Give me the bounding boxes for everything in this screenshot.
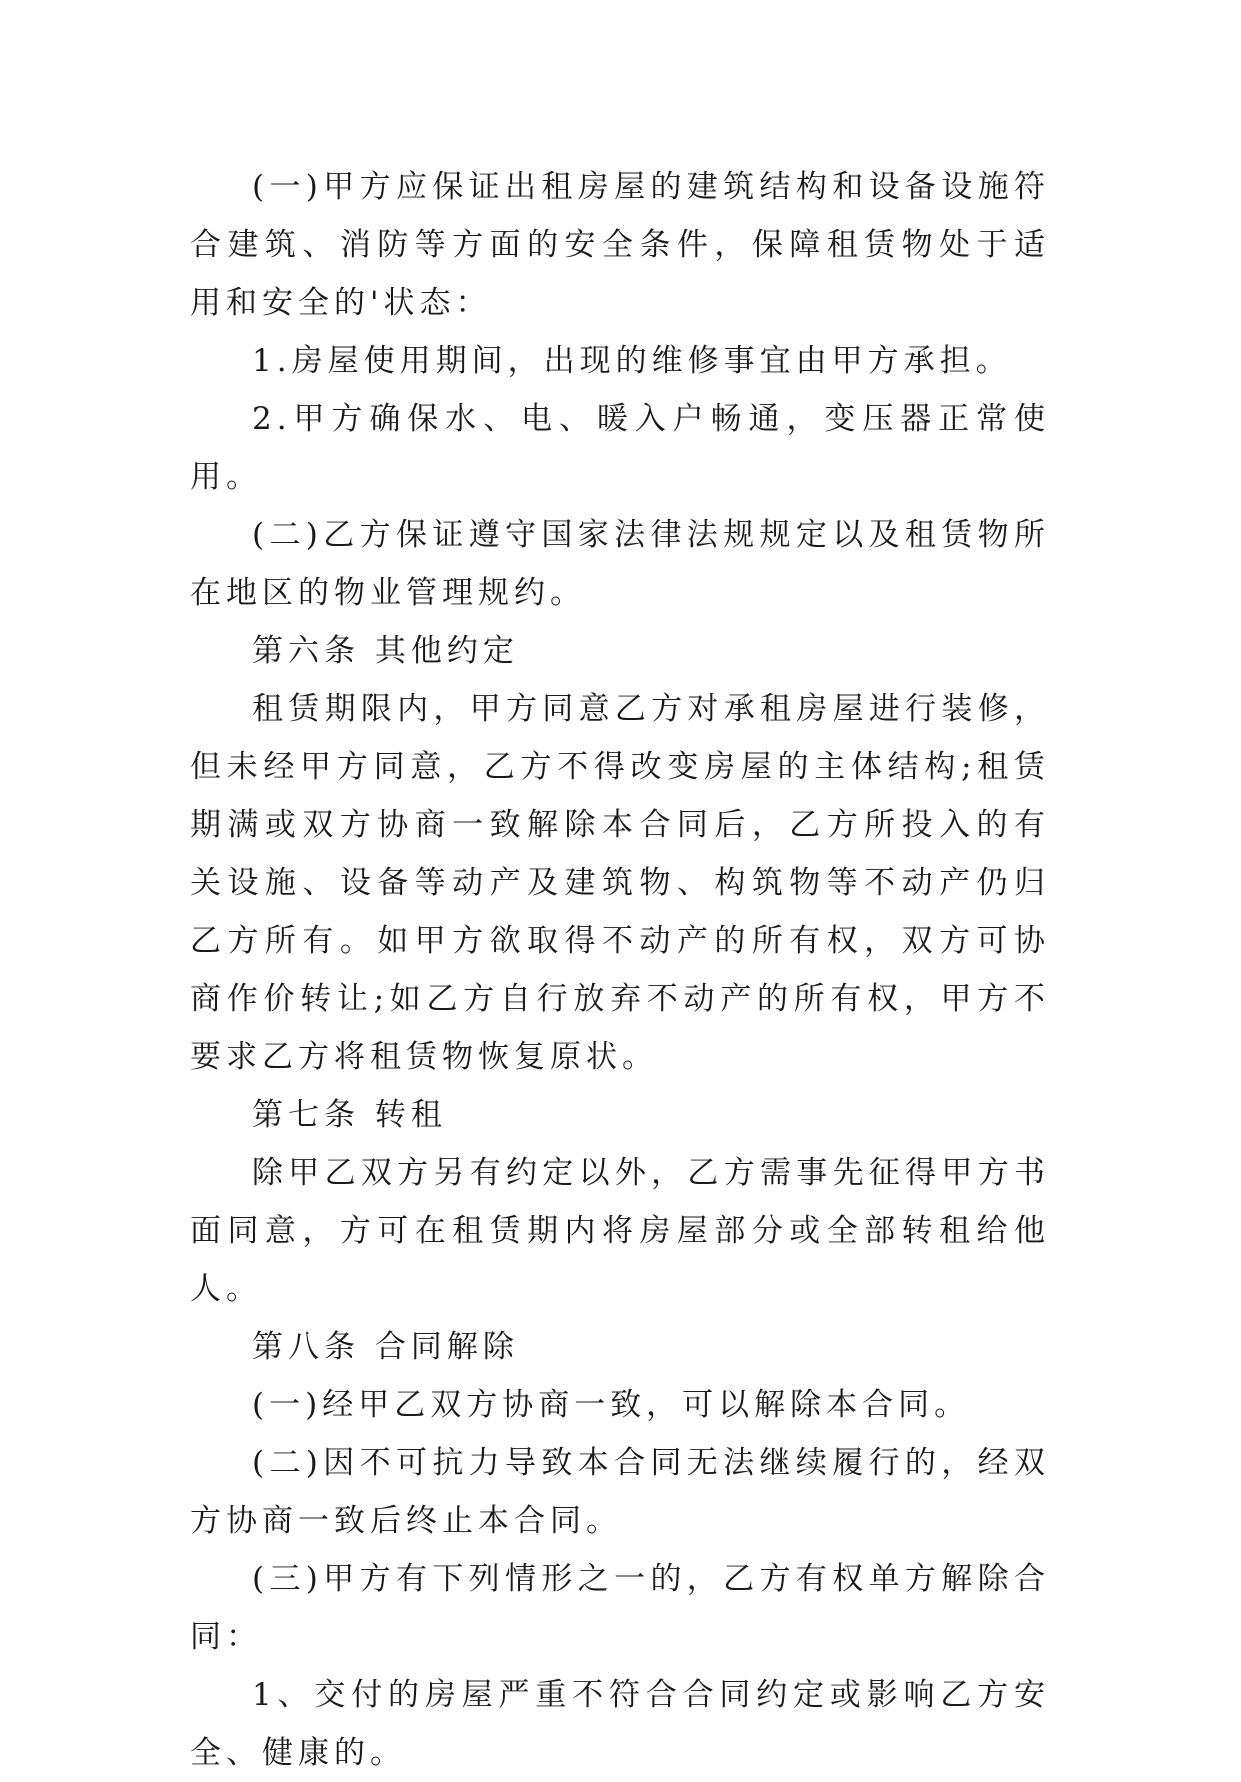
paragraph-landlord-safety-obligation: (一)甲方应保证出租房屋的建筑结构和设备设施符合建筑、消防等方面的安全条件，保障租赁物处于适用和安全的'状态：: [190, 169, 1050, 321]
paragraph-repair-responsibility: 1.房屋使用期间，出现的维修事宜由甲方承担。: [252, 343, 1012, 379]
heading-article-8: 第八条 合同解除: [252, 1329, 519, 1365]
paragraph-renovation-terms: 租赁期限内，甲方同意乙方对承租房屋进行装修，但未经甲方同意，乙方不得改变房屋的主体结构;租赁期满或双方协商一致解除本合同后，乙方所投入的有关设施、设备等动产及建筑物、构筑物等不动产仍归乙方所有。如甲方欲取得不动产的所有权，双方可协商作价转让;如乙方自行放弃不动产的所有权，甲方不要求乙方将租赁物恢复原状。: [190, 691, 1050, 1075]
heading-article-6: 第六条 其他约定: [252, 633, 519, 669]
paragraph-force-majeure: (二)因不可抗力导致本合同无法继续履行的，经双方协商一致后终止本合同。: [190, 1445, 1050, 1539]
paragraph-utilities-guarantee: 2.甲方确保水、电、暖入户畅通，变压器正常使用。: [190, 401, 1050, 495]
paragraph-sublease-terms: 除甲乙双方另有约定以外，乙方需事先征得甲方书面同意，方可在租赁期内将房屋部分或全部转租给他人。: [190, 1155, 1050, 1307]
paragraph-tenant-compliance: (二)乙方保证遵守国家法律法规规定以及租赁物所在地区的物业管理规约。: [190, 517, 1050, 611]
paragraph-tenant-unilateral-termination: (三)甲方有下列情形之一的，乙方有权单方解除合同：: [190, 1561, 1050, 1655]
document-body: [190, 158, 1050, 1782]
heading-article-7: 第七条 转租: [252, 1097, 447, 1133]
paragraph-nonconforming-premises: 1、交付的房屋严重不符合合同约定或影响乙方安全、健康的。: [190, 1677, 1050, 1771]
paragraph-mutual-termination: (一)经甲乙双方协商一致，可以解除本合同。: [252, 1387, 971, 1423]
